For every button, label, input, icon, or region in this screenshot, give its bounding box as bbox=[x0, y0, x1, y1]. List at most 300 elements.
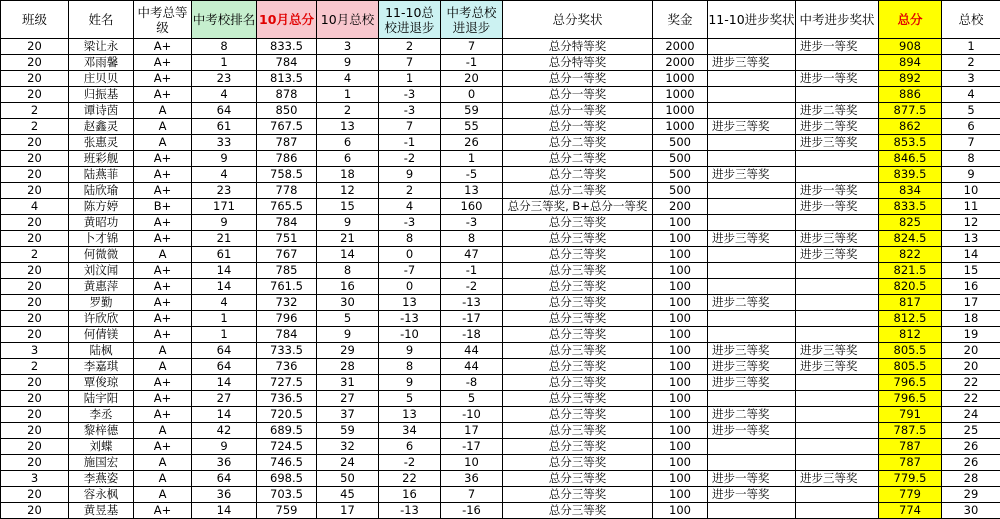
cell-name: 何倩镁 bbox=[69, 327, 134, 343]
cell-total-score: 821.5 bbox=[879, 263, 942, 279]
cell-name: 张惠灵 bbox=[69, 135, 134, 151]
header-total-award: 总分奖状 bbox=[503, 1, 653, 39]
cell-zk-grade: A+ bbox=[134, 39, 192, 55]
cell-bonus: 100 bbox=[653, 311, 708, 327]
cell-class: 3 bbox=[1, 471, 69, 487]
cell-bonus: 500 bbox=[653, 183, 708, 199]
cell-name: 黄昭功 bbox=[69, 215, 134, 231]
cell-zk-rank: 33 bbox=[192, 135, 257, 151]
cell-zk-grade: A bbox=[134, 359, 192, 375]
cell-zk-progress: 17 bbox=[441, 423, 503, 439]
cell-nov-oct-progress: -13 bbox=[379, 311, 441, 327]
cell-total-score: 820.5 bbox=[879, 279, 942, 295]
header-zk-grade: 中考总等级 bbox=[134, 1, 192, 39]
cell-oct-school-rank: 5 bbox=[317, 311, 379, 327]
cell-class: 20 bbox=[1, 263, 69, 279]
cell-total-award: 总分三等奖 bbox=[503, 279, 653, 295]
cell-class: 20 bbox=[1, 391, 69, 407]
cell-zk-progress-award: 进步三等奖 bbox=[796, 231, 879, 247]
cell-total-score: 862 bbox=[879, 119, 942, 135]
cell-total-score: 894 bbox=[879, 55, 942, 71]
cell-total-score: 812.5 bbox=[879, 311, 942, 327]
cell-total-score: 846.5 bbox=[879, 151, 942, 167]
cell-name: 何微微 bbox=[69, 247, 134, 263]
cell-oct-total: 767 bbox=[257, 247, 317, 263]
cell-nov-oct-progress-award bbox=[708, 455, 796, 471]
cell-oct-total: 778 bbox=[257, 183, 317, 199]
cell-name: 陆燕菲 bbox=[69, 167, 134, 183]
cell-class: 20 bbox=[1, 311, 69, 327]
cell-bonus: 100 bbox=[653, 327, 708, 343]
cell-nov-oct-progress: 2 bbox=[379, 183, 441, 199]
cell-nov-oct-progress: 8 bbox=[379, 231, 441, 247]
cell-class: 20 bbox=[1, 455, 69, 471]
cell-oct-school-rank: 3 bbox=[317, 39, 379, 55]
cell-zk-grade: A+ bbox=[134, 279, 192, 295]
cell-bonus: 1000 bbox=[653, 71, 708, 87]
cell-school-rank: 22 bbox=[942, 391, 1000, 407]
cell-nov-oct-progress-award bbox=[708, 151, 796, 167]
cell-zk-rank: 61 bbox=[192, 247, 257, 263]
cell-total-score: 779.5 bbox=[879, 471, 942, 487]
cell-total-score: 908 bbox=[879, 39, 942, 55]
cell-class: 20 bbox=[1, 439, 69, 455]
cell-bonus: 100 bbox=[653, 407, 708, 423]
table-body bbox=[1, 39, 1000, 519]
cell-zk-rank: 9 bbox=[192, 439, 257, 455]
cell-bonus: 100 bbox=[653, 215, 708, 231]
header-bonus: 奖金 bbox=[653, 1, 708, 39]
cell-bonus: 100 bbox=[653, 279, 708, 295]
cell-zk-progress: 47 bbox=[441, 247, 503, 263]
cell-nov-oct-progress: 6 bbox=[379, 439, 441, 455]
cell-school-rank: 18 bbox=[942, 311, 1000, 327]
cell-total-score: 839.5 bbox=[879, 167, 942, 183]
cell-zk-progress: -5 bbox=[441, 167, 503, 183]
cell-total-award: 总分三等奖 bbox=[503, 327, 653, 343]
cell-zk-progress-award: 进步三等奖 bbox=[796, 343, 879, 359]
cell-zk-rank: 4 bbox=[192, 295, 257, 311]
cell-zk-progress-award bbox=[796, 439, 879, 455]
cell-oct-total: 767.5 bbox=[257, 119, 317, 135]
cell-total-score: 796.5 bbox=[879, 375, 942, 391]
cell-zk-progress-award bbox=[796, 55, 879, 71]
cell-bonus: 2000 bbox=[653, 39, 708, 55]
cell-total-award: 总分特等奖 bbox=[503, 39, 653, 55]
cell-class: 20 bbox=[1, 55, 69, 71]
cell-oct-total: 689.5 bbox=[257, 423, 317, 439]
cell-zk-grade: A bbox=[134, 119, 192, 135]
header-nov-oct-progress-award: 11-10进步奖状 bbox=[708, 1, 796, 39]
cell-class: 20 bbox=[1, 231, 69, 247]
cell-oct-school-rank: 6 bbox=[317, 151, 379, 167]
cell-zk-rank: 21 bbox=[192, 231, 257, 247]
cell-zk-grade: A+ bbox=[134, 391, 192, 407]
cell-zk-rank: 64 bbox=[192, 359, 257, 375]
cell-name: 谭诗茵 bbox=[69, 103, 134, 119]
cell-school-rank: 12 bbox=[942, 215, 1000, 231]
cell-zk-progress-award: 进步一等奖 bbox=[796, 39, 879, 55]
cell-nov-oct-progress: -3 bbox=[379, 87, 441, 103]
cell-nov-oct-progress: -13 bbox=[379, 503, 441, 519]
cell-zk-rank: 64 bbox=[192, 471, 257, 487]
cell-oct-school-rank: 24 bbox=[317, 455, 379, 471]
cell-school-rank: 25 bbox=[942, 423, 1000, 439]
cell-name: 陆宇阳 bbox=[69, 391, 134, 407]
cell-oct-total: 746.5 bbox=[257, 455, 317, 471]
cell-class: 20 bbox=[1, 151, 69, 167]
cell-class: 20 bbox=[1, 503, 69, 519]
cell-class: 20 bbox=[1, 423, 69, 439]
cell-zk-progress-award: 进步三等奖 bbox=[796, 471, 879, 487]
cell-nov-oct-progress: -3 bbox=[379, 103, 441, 119]
cell-nov-oct-progress: -3 bbox=[379, 215, 441, 231]
cell-total-award: 总分三等奖 bbox=[503, 455, 653, 471]
cell-total-award: 总分三等奖 bbox=[503, 359, 653, 375]
header-name: 姓名 bbox=[69, 1, 134, 39]
cell-school-rank: 9 bbox=[942, 167, 1000, 183]
cell-oct-total: 736 bbox=[257, 359, 317, 375]
cell-oct-total: 796 bbox=[257, 311, 317, 327]
table-row bbox=[1, 199, 1000, 215]
cell-zk-rank: 4 bbox=[192, 167, 257, 183]
cell-name: 卜才锦 bbox=[69, 231, 134, 247]
cell-name: 陆枫 bbox=[69, 343, 134, 359]
cell-total-award: 总分二等奖 bbox=[503, 151, 653, 167]
cell-zk-progress: -17 bbox=[441, 311, 503, 327]
cell-bonus: 1000 bbox=[653, 119, 708, 135]
cell-total-score: 805.5 bbox=[879, 343, 942, 359]
cell-oct-school-rank: 18 bbox=[317, 167, 379, 183]
cell-zk-progress-award bbox=[796, 455, 879, 471]
cell-zk-rank: 4 bbox=[192, 87, 257, 103]
cell-zk-rank: 14 bbox=[192, 375, 257, 391]
cell-nov-oct-progress: 1 bbox=[379, 71, 441, 87]
cell-school-rank: 20 bbox=[942, 343, 1000, 359]
cell-nov-oct-progress-award: 进步一等奖 bbox=[708, 487, 796, 503]
cell-oct-total: 732 bbox=[257, 295, 317, 311]
cell-zk-progress-award bbox=[796, 151, 879, 167]
cell-nov-oct-progress-award: 进步三等奖 bbox=[708, 343, 796, 359]
cell-total-score: 791 bbox=[879, 407, 942, 423]
cell-zk-rank: 1 bbox=[192, 311, 257, 327]
cell-oct-school-rank: 17 bbox=[317, 503, 379, 519]
cell-nov-oct-progress-award bbox=[708, 503, 796, 519]
table-row bbox=[1, 423, 1000, 439]
cell-zk-progress: -13 bbox=[441, 295, 503, 311]
cell-nov-oct-progress: 13 bbox=[379, 407, 441, 423]
cell-nov-oct-progress: 7 bbox=[379, 55, 441, 71]
cell-zk-progress-award bbox=[796, 407, 879, 423]
cell-school-rank: 7 bbox=[942, 135, 1000, 151]
cell-zk-progress-award: 进步一等奖 bbox=[796, 199, 879, 215]
cell-name: 陈方婷 bbox=[69, 199, 134, 215]
cell-bonus: 100 bbox=[653, 503, 708, 519]
table-row bbox=[1, 391, 1000, 407]
cell-oct-total: 720.5 bbox=[257, 407, 317, 423]
cell-school-rank: 20 bbox=[942, 359, 1000, 375]
cell-bonus: 200 bbox=[653, 199, 708, 215]
cell-school-rank: 26 bbox=[942, 439, 1000, 455]
cell-bonus: 100 bbox=[653, 295, 708, 311]
cell-total-award: 总分一等奖 bbox=[503, 119, 653, 135]
cell-oct-total: 813.5 bbox=[257, 71, 317, 87]
cell-zk-grade: A bbox=[134, 423, 192, 439]
cell-school-rank: 16 bbox=[942, 279, 1000, 295]
cell-zk-rank: 14 bbox=[192, 263, 257, 279]
cell-name: 许欣欣 bbox=[69, 311, 134, 327]
cell-class: 20 bbox=[1, 39, 69, 55]
cell-zk-progress: 13 bbox=[441, 183, 503, 199]
cell-oct-school-rank: 8 bbox=[317, 263, 379, 279]
cell-oct-school-rank: 45 bbox=[317, 487, 379, 503]
cell-nov-oct-progress: 7 bbox=[379, 119, 441, 135]
header-class: 班级 bbox=[1, 1, 69, 39]
cell-name: 梁让永 bbox=[69, 39, 134, 55]
cell-nov-oct-progress-award: 进步二等奖 bbox=[708, 295, 796, 311]
cell-bonus: 500 bbox=[653, 135, 708, 151]
cell-zk-grade: A+ bbox=[134, 151, 192, 167]
cell-zk-progress-award bbox=[796, 327, 879, 343]
cell-school-rank: 10 bbox=[942, 183, 1000, 199]
cell-nov-oct-progress-award bbox=[708, 71, 796, 87]
cell-zk-progress-award bbox=[796, 87, 879, 103]
cell-nov-oct-progress: 0 bbox=[379, 279, 441, 295]
cell-nov-oct-progress-award bbox=[708, 199, 796, 215]
cell-name: 黄昱基 bbox=[69, 503, 134, 519]
cell-oct-total: 784 bbox=[257, 215, 317, 231]
table-row bbox=[1, 55, 1000, 71]
cell-nov-oct-progress-award bbox=[708, 327, 796, 343]
cell-nov-oct-progress-award: 进步三等奖 bbox=[708, 167, 796, 183]
cell-name: 归振基 bbox=[69, 87, 134, 103]
cell-total-award: 总分特等奖 bbox=[503, 55, 653, 71]
cell-zk-progress: 5 bbox=[441, 391, 503, 407]
cell-name: 邓雨馨 bbox=[69, 55, 134, 71]
cell-zk-rank: 64 bbox=[192, 343, 257, 359]
cell-total-score: 886 bbox=[879, 87, 942, 103]
cell-bonus: 100 bbox=[653, 487, 708, 503]
cell-oct-school-rank: 21 bbox=[317, 231, 379, 247]
cell-zk-progress-award bbox=[796, 391, 879, 407]
cell-oct-total: 751 bbox=[257, 231, 317, 247]
cell-zk-grade: A+ bbox=[134, 327, 192, 343]
table-row bbox=[1, 487, 1000, 503]
cell-name: 赵鑫灵 bbox=[69, 119, 134, 135]
cell-name: 黄惠萍 bbox=[69, 279, 134, 295]
table-row bbox=[1, 119, 1000, 135]
table-row bbox=[1, 439, 1000, 455]
cell-total-score: 853.5 bbox=[879, 135, 942, 151]
cell-zk-progress-award bbox=[796, 215, 879, 231]
cell-oct-school-rank: 14 bbox=[317, 247, 379, 263]
cell-oct-school-rank: 31 bbox=[317, 375, 379, 391]
table-row bbox=[1, 375, 1000, 391]
cell-bonus: 100 bbox=[653, 375, 708, 391]
cell-zk-grade: A+ bbox=[134, 407, 192, 423]
cell-zk-progress: -3 bbox=[441, 215, 503, 231]
cell-name: 施国宏 bbox=[69, 455, 134, 471]
cell-zk-rank: 1 bbox=[192, 55, 257, 71]
cell-bonus: 1000 bbox=[653, 87, 708, 103]
cell-nov-oct-progress: 5 bbox=[379, 391, 441, 407]
cell-zk-rank: 42 bbox=[192, 423, 257, 439]
cell-zk-progress-award bbox=[796, 423, 879, 439]
table-row bbox=[1, 39, 1000, 55]
cell-nov-oct-progress-award bbox=[708, 279, 796, 295]
cell-nov-oct-progress-award: 进步一等奖 bbox=[708, 423, 796, 439]
cell-bonus: 1000 bbox=[653, 103, 708, 119]
cell-total-award: 总分三等奖 bbox=[503, 215, 653, 231]
table-row bbox=[1, 295, 1000, 311]
cell-bonus: 100 bbox=[653, 471, 708, 487]
cell-nov-oct-progress: 13 bbox=[379, 295, 441, 311]
cell-nov-oct-progress-award bbox=[708, 135, 796, 151]
cell-zk-progress: 160 bbox=[441, 199, 503, 215]
cell-nov-oct-progress-award bbox=[708, 391, 796, 407]
cell-zk-grade: A+ bbox=[134, 167, 192, 183]
cell-class: 4 bbox=[1, 199, 69, 215]
cell-name: 容永枫 bbox=[69, 487, 134, 503]
cell-zk-grade: A+ bbox=[134, 503, 192, 519]
cell-school-rank: 6 bbox=[942, 119, 1000, 135]
cell-name: 班彩舰 bbox=[69, 151, 134, 167]
cell-nov-oct-progress-award bbox=[708, 87, 796, 103]
cell-class: 20 bbox=[1, 135, 69, 151]
cell-nov-oct-progress-award: 进步三等奖 bbox=[708, 359, 796, 375]
cell-total-award: 总分一等奖 bbox=[503, 71, 653, 87]
cell-nov-oct-progress-award bbox=[708, 215, 796, 231]
cell-class: 2 bbox=[1, 359, 69, 375]
table-row bbox=[1, 263, 1000, 279]
cell-zk-progress-award bbox=[796, 263, 879, 279]
cell-zk-rank: 14 bbox=[192, 279, 257, 295]
cell-oct-total: 724.5 bbox=[257, 439, 317, 455]
cell-nov-oct-progress: 4 bbox=[379, 199, 441, 215]
cell-zk-grade: A+ bbox=[134, 375, 192, 391]
cell-zk-progress: -2 bbox=[441, 279, 503, 295]
cell-zk-progress: -8 bbox=[441, 375, 503, 391]
cell-zk-grade: A+ bbox=[134, 231, 192, 247]
cell-oct-total: 784 bbox=[257, 327, 317, 343]
cell-oct-school-rank: 2 bbox=[317, 103, 379, 119]
table-row bbox=[1, 167, 1000, 183]
table-row bbox=[1, 247, 1000, 263]
cell-zk-progress: 8 bbox=[441, 231, 503, 247]
cell-zk-progress-award: 进步一等奖 bbox=[796, 183, 879, 199]
cell-zk-rank: 9 bbox=[192, 151, 257, 167]
table-row bbox=[1, 407, 1000, 423]
cell-zk-grade: A+ bbox=[134, 183, 192, 199]
cell-total-award: 总分三等奖 bbox=[503, 247, 653, 263]
cell-oct-total: 703.5 bbox=[257, 487, 317, 503]
cell-oct-school-rank: 4 bbox=[317, 71, 379, 87]
cell-oct-school-rank: 9 bbox=[317, 327, 379, 343]
cell-nov-oct-progress: 2 bbox=[379, 39, 441, 55]
cell-name: 刘汶闻 bbox=[69, 263, 134, 279]
cell-oct-school-rank: 30 bbox=[317, 295, 379, 311]
cell-class: 20 bbox=[1, 71, 69, 87]
cell-total-score: 812 bbox=[879, 327, 942, 343]
cell-nov-oct-progress-award bbox=[708, 247, 796, 263]
cell-zk-grade: A bbox=[134, 343, 192, 359]
table-row bbox=[1, 359, 1000, 375]
cell-oct-school-rank: 6 bbox=[317, 135, 379, 151]
cell-oct-total: 786 bbox=[257, 151, 317, 167]
cell-class: 20 bbox=[1, 87, 69, 103]
cell-zk-progress-award bbox=[796, 487, 879, 503]
cell-zk-progress-award: 进步二等奖 bbox=[796, 103, 879, 119]
cell-zk-rank: 61 bbox=[192, 119, 257, 135]
cell-bonus: 100 bbox=[653, 343, 708, 359]
cell-oct-school-rank: 9 bbox=[317, 215, 379, 231]
cell-class: 20 bbox=[1, 215, 69, 231]
cell-nov-oct-progress: -7 bbox=[379, 263, 441, 279]
cell-oct-total: 787 bbox=[257, 135, 317, 151]
cell-total-score: 825 bbox=[879, 215, 942, 231]
header-zk-rank: 中考校排名 bbox=[192, 1, 257, 39]
cell-zk-grade: A+ bbox=[134, 71, 192, 87]
cell-zk-rank: 36 bbox=[192, 455, 257, 471]
cell-oct-school-rank: 15 bbox=[317, 199, 379, 215]
cell-class: 20 bbox=[1, 167, 69, 183]
cell-nov-oct-progress-award bbox=[708, 311, 796, 327]
cell-zk-progress-award: 进步三等奖 bbox=[796, 247, 879, 263]
cell-zk-progress: 7 bbox=[441, 39, 503, 55]
table-row bbox=[1, 135, 1000, 151]
cell-school-rank: 19 bbox=[942, 327, 1000, 343]
table-row bbox=[1, 103, 1000, 119]
table-row bbox=[1, 311, 1000, 327]
cell-nov-oct-progress: 9 bbox=[379, 375, 441, 391]
cell-total-award: 总分三等奖 bbox=[503, 375, 653, 391]
cell-nov-oct-progress: 0 bbox=[379, 247, 441, 263]
cell-class: 2 bbox=[1, 119, 69, 135]
cell-zk-progress: -1 bbox=[441, 263, 503, 279]
cell-total-award: 总分三等奖 bbox=[503, 343, 653, 359]
cell-oct-total: 850 bbox=[257, 103, 317, 119]
cell-nov-oct-progress: 34 bbox=[379, 423, 441, 439]
cell-school-rank: 17 bbox=[942, 295, 1000, 311]
cell-total-award: 总分二等奖 bbox=[503, 183, 653, 199]
cell-total-award: 总分二等奖 bbox=[503, 167, 653, 183]
cell-bonus: 100 bbox=[653, 231, 708, 247]
cell-nov-oct-progress: 22 bbox=[379, 471, 441, 487]
cell-zk-progress: 44 bbox=[441, 343, 503, 359]
cell-name: 刘蝶 bbox=[69, 439, 134, 455]
cell-nov-oct-progress: 9 bbox=[379, 343, 441, 359]
cell-total-score: 787.5 bbox=[879, 423, 942, 439]
header-total-score: 总分 bbox=[879, 1, 942, 39]
table-row bbox=[1, 503, 1000, 519]
cell-bonus: 2000 bbox=[653, 55, 708, 71]
cell-zk-grade: A+ bbox=[134, 439, 192, 455]
cell-total-score: 805.5 bbox=[879, 359, 942, 375]
cell-zk-rank: 8 bbox=[192, 39, 257, 55]
cell-zk-progress-award: 进步三等奖 bbox=[796, 135, 879, 151]
cell-zk-rank: 14 bbox=[192, 503, 257, 519]
cell-bonus: 100 bbox=[653, 423, 708, 439]
cell-oct-total: 759 bbox=[257, 503, 317, 519]
cell-zk-grade: A+ bbox=[134, 295, 192, 311]
cell-nov-oct-progress: -2 bbox=[379, 455, 441, 471]
cell-oct-total: 833.5 bbox=[257, 39, 317, 55]
cell-school-rank: 15 bbox=[942, 263, 1000, 279]
cell-zk-progress-award bbox=[796, 503, 879, 519]
cell-school-rank: 22 bbox=[942, 375, 1000, 391]
cell-oct-school-rank: 32 bbox=[317, 439, 379, 455]
cell-zk-grade: A+ bbox=[134, 263, 192, 279]
